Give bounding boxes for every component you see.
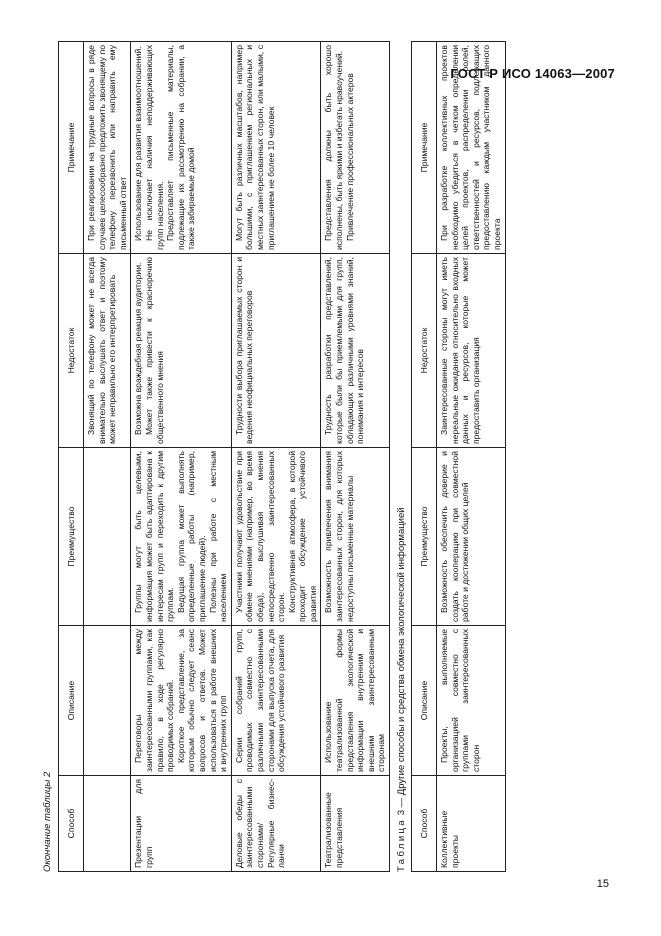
disadvantage-cell: Трудности выбора приглашаемых сторон и ведения неофициальных переговоров <box>231 254 321 448</box>
advantage-cell: Возможность обеспечить доверие и создать кооперацию при совместной работе и достижении общих целей <box>437 448 506 626</box>
column-header: Недостаток <box>412 254 437 448</box>
advantage-cell: Группы могут быть целевыми, информация может быть адаптирована к интересам групп и переходить к другим группам. Ведущая группа может выполнять определенные работы (например, приглашение людей). Полезны при работе с местным населением <box>131 448 231 626</box>
note-cell: При разработке коллективных проектов необходимо убедиться в четком определении целей проектов, распределении ролей, ответственностей и ресурсов, подлежащих предоставлению каждым участником данного проекта <box>437 42 506 254</box>
table3-header-row <box>412 42 437 872</box>
note-cell: Могут быть различных масштабов, например большими, с приглашением региональных и местных заинтересованных сторон, или малыми, с приглашением не более 10 человек <box>231 42 321 254</box>
note-cell: Использование для развития взаимоотношений. Не исключает наличия неподдерживающих групп населения. Предоставляет письменные материалы, подлежащие их рассмотрению на собрании, а также забираемые домой <box>131 42 231 254</box>
advantage-cell: Участники получают удовольствие при обмене мнениями (например, во время обеда), выслушивая мнения непосредственно заинтересованных сторон. Конструктивная атмосфера, в которой проходит обсуждение устойчивого развития <box>231 448 321 626</box>
table2-caption: Окончание таблицы 2 <box>42 771 53 872</box>
column-header: Способ <box>59 776 84 872</box>
column-header: Способ <box>412 776 437 872</box>
disadvantage-cell: Звонящий по телефону может не всегда внимательно выслушать ответ и поэтому может неправильно его интерпретировать <box>84 254 131 448</box>
page-number: 15 <box>596 878 609 890</box>
note-cell: Представления должны быть хорошо исполнены, быть яркими и избегать нравоучений. Привлечение профессиональных актеров <box>321 42 390 254</box>
table3-caption-word: Таблица <box>396 817 408 872</box>
table3 <box>411 41 506 872</box>
rotated-content <box>42 42 602 872</box>
column-header: Преимущество <box>59 448 84 626</box>
column-header: Недостаток <box>59 254 84 448</box>
table-row <box>131 42 231 872</box>
column-header: Описание <box>59 626 84 776</box>
disadvantage-cell: Возможна враждебная реакция аудитории. Может также привести к красноречию общественного мнения <box>131 254 231 448</box>
description-cell: Серии собраний групп, проводимых совместно с различными заинтересованными сторонами для выпуска отчета, для обсуждения устойчивого развития <box>231 626 321 776</box>
table2-header-row <box>59 42 84 872</box>
method-cell: Презентации для групп <box>131 776 231 872</box>
table-row <box>321 42 390 872</box>
advantage-cell <box>84 448 131 626</box>
disadvantage-cell: Заинтересованные стороны могут иметь нереальные ожидания относительно входных данных и ресурсов, которые может предоставить организация <box>437 254 506 448</box>
table3-caption-text: 3 — Другие способы и средства обмена экологической информацией <box>396 507 408 816</box>
description-cell: Переговоры между заинтересованными группами, как правило, в ходе регулярно проводимых собраний. Короткое представление, за которым обычно следует сеанс вопросов и ответов. Может использоваться в работе внешних и внутренних групп <box>131 626 231 776</box>
description-cell <box>84 626 131 776</box>
disadvantage-cell: Трудность разработки представлений, которые были бы приемлемыми для групп, обладающих различными уровнями знаний, понимания и интересов <box>321 254 390 448</box>
document-header: ГОСТ Р ИСО 14063—2007 <box>450 66 615 81</box>
description-cell: Проекты, выполняемые организацией совместно с группами заинтересованных сторон <box>437 626 506 776</box>
table-row <box>437 42 506 872</box>
method-cell: Коллективные проекты <box>437 776 506 872</box>
description-cell: Использование театрализованной формы представления экологической информации внутренним и внешним заинтересованным сторонам <box>321 626 390 776</box>
method-cell <box>84 776 131 872</box>
column-header: Преимущество <box>412 448 437 626</box>
column-header: Описание <box>412 626 437 776</box>
table3-caption <box>396 42 408 872</box>
advantage-cell: Возможность привлечения внимания заинтересованных сторон, для которых недоступны письменные материалы <box>321 448 390 626</box>
column-header: Примечание <box>412 42 437 254</box>
table-row <box>231 42 321 872</box>
note-cell: При реагировании на трудные вопросы в ряде случаев целесообразно предложить звонящему по телефону перезвонить или направить ему письменный ответ <box>84 42 131 254</box>
table-row <box>84 42 131 872</box>
method-cell: Театрализованные представления <box>321 776 390 872</box>
method-cell: Деловые обеды с заинтересованными сторонами/ Регулярные бизнес-ланчи <box>231 776 321 872</box>
table2 <box>58 41 390 872</box>
column-header: Примечание <box>59 42 84 254</box>
